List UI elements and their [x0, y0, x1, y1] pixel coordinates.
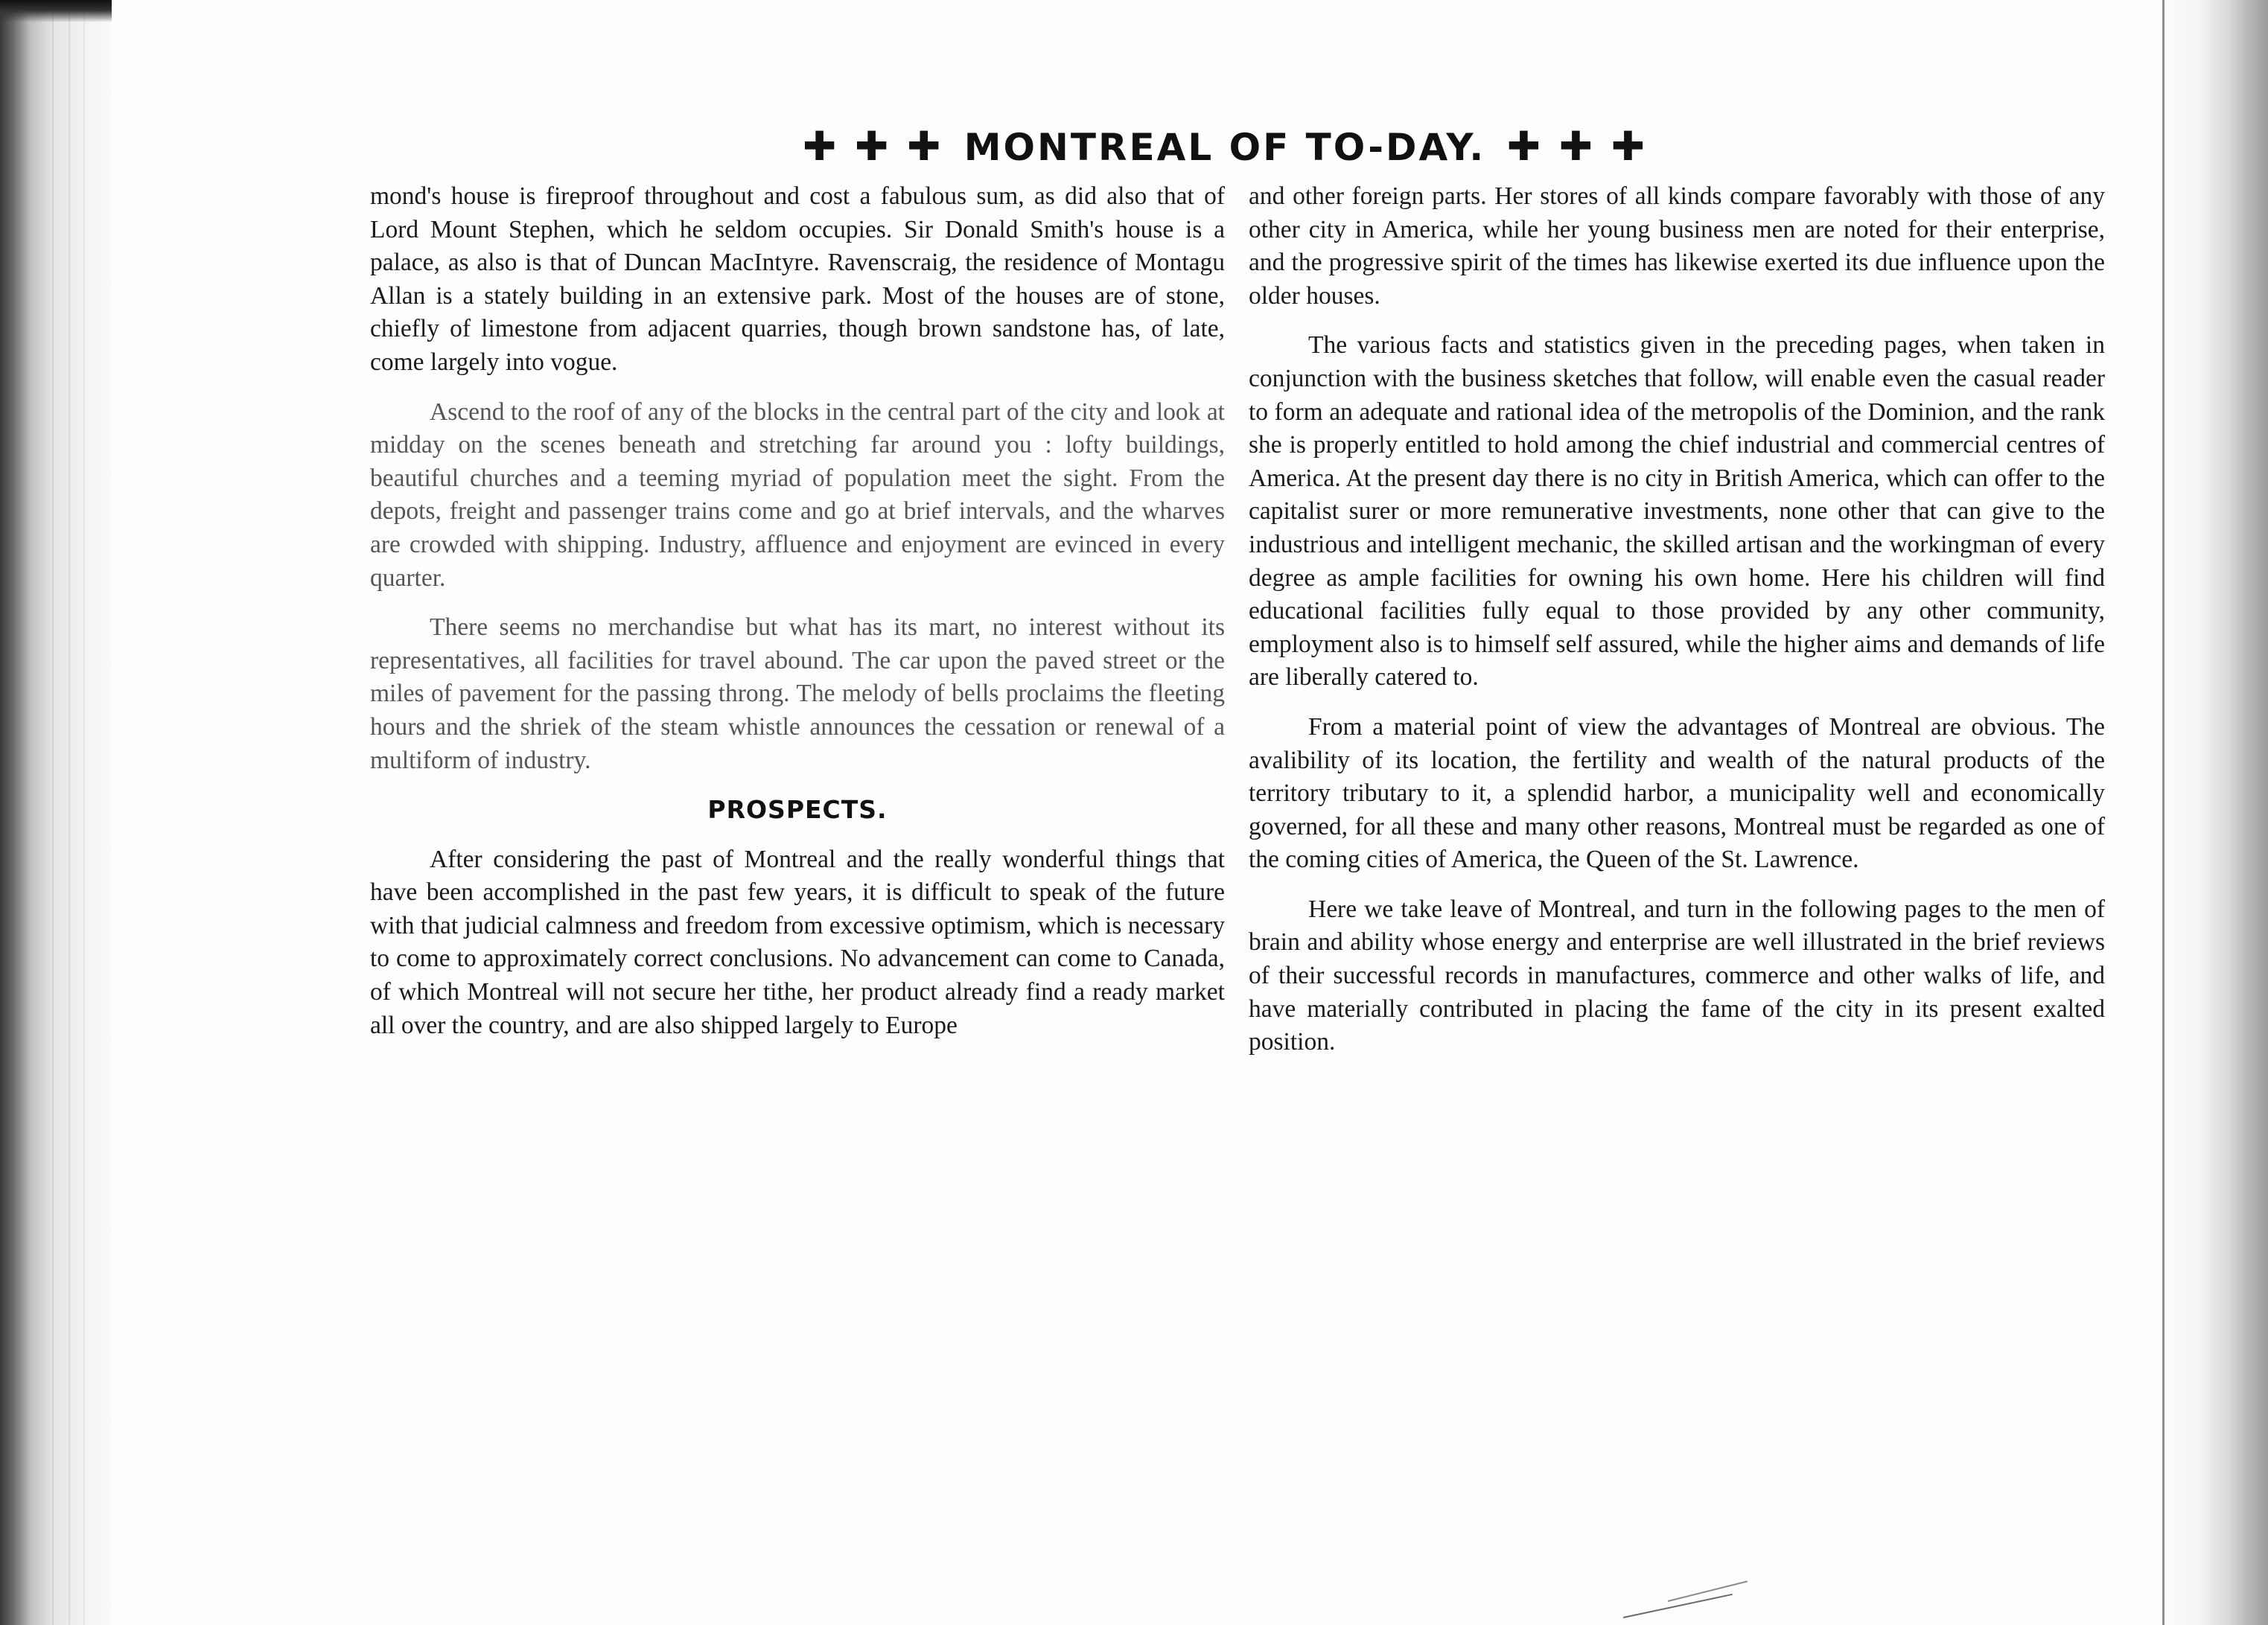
scan-corner-shadow	[0, 0, 112, 22]
paragraph: The various facts and statistics given in the preceding pages, when taken in conjunction with the business sketches that follow, will enable even the casual reader to form an adequate and rational idea of the metropolis of the Dominion, and the rank she is properly entitled to hold among the chief industrial and commercial centres of America. At the present day there is no city in British America, which can offer to the capitalist surer or more remunerative investments, none other that can give to the industrious and intelligent mechanic, the skilled artisan and the workingman of every degree as ample facilities for owning his own home. Here his children will find educational facilities fully equal to those provided by any other community, employment also is to himself self assured, while the higher aims and demands of life are liberally catered to.	[1249, 331, 2105, 692]
paragraph: There seems no merchandise but what has its mart, no interest without its representatives, all facilities for travel abound. The car upon the paved street or the miles of pavement for the passing throng. The melody of bells proclaims the fleeting hours and the shriek of the steam whistle announces the cessation or renewal of a multiform of industry.	[370, 613, 1225, 774]
running-head-title: MONTREAL OF TO-DAY.	[963, 126, 1486, 169]
page-edge-line	[52, 0, 54, 1625]
paragraph: From a material point of view the advantages of Montreal are obvious. The avalibility of its location, the fertility and wealth of the natural products of the territory tributary to it, a splendid harbor, a municipality well and economically governed, for all these and many other reasons, Montreal must be regarded as one of the coming cities of America, the Queen of the St. Lawrence.	[1249, 712, 2105, 874]
right-book-edge	[2156, 0, 2268, 1625]
paragraph: mond's house is fireproof throughout and cost a fabulous sum, as did also that of Lord Mount Stephen, which he seldom occupies. Sir Donald Smith's house is a palace, as also is that of Duncan MacIntyre. Ravenscraig, the residence of Montagu Allan is a stately building in an extensive park. Most of the houses are of stone, chiefly of limestone from adjacent quarries, though brown sandstone has, of late, come largely into vogue.	[370, 182, 1225, 376]
cross-ornament-icon: ✚ ✚ ✚	[803, 123, 943, 170]
paragraph: Ascend to the roof of any of the blocks in the central part of the city and look at midday on the scenes beneath and stretching far around you : lofty buildings, beautiful churches and a teeming myriad of population meet the sight. From the depots, freight and passenger trains come and go at brief intervals, and the wharves are crowded with shipping. Industry, affluence and enjoyment are evinced in every quarter.	[370, 398, 1225, 592]
left-book-edge	[0, 0, 112, 1625]
paragraph: and other foreign parts. Her stores of all kinds compare favorably with those of any other city in America, while her young business men are noted for their enterprise, and the progressive spirit of the times has likewise exerted its due influence upon the older houses.	[1249, 182, 2105, 310]
page-edge-line	[83, 0, 85, 1625]
section-heading: PROSPECTS.	[707, 795, 888, 825]
right-column	[1249, 180, 2105, 1076]
page-edge-line	[2162, 0, 2165, 1625]
running-head	[797, 123, 1690, 170]
cross-ornament-icon: ✚ ✚ ✚	[1506, 123, 1648, 170]
page-edge-line	[69, 0, 70, 1625]
left-column	[370, 180, 1225, 1059]
paragraph: Here we take leave of Montreal, and turn in the following pages to the men of brain and ability whose energy and enterprise are well illustrated in the brief reviews of their successful records in manufactures, commerce and other walks of life, and have materially contributed in placing the fame of the city in its present exalted position.	[1249, 895, 2105, 1056]
paragraph: After considering the past of Montreal and the really wonderful things that have been accomplished in the past few years, it is difficult to speak of the future with that judicial calmness and freedom from excessive optimism, which is necessary to come to approximately correct conclusions. No advancement can come to Canada, of which Montreal will not secure her tithe, her product already find a ready market all over the country, and are also shipped largely to Europe	[370, 845, 1225, 1039]
